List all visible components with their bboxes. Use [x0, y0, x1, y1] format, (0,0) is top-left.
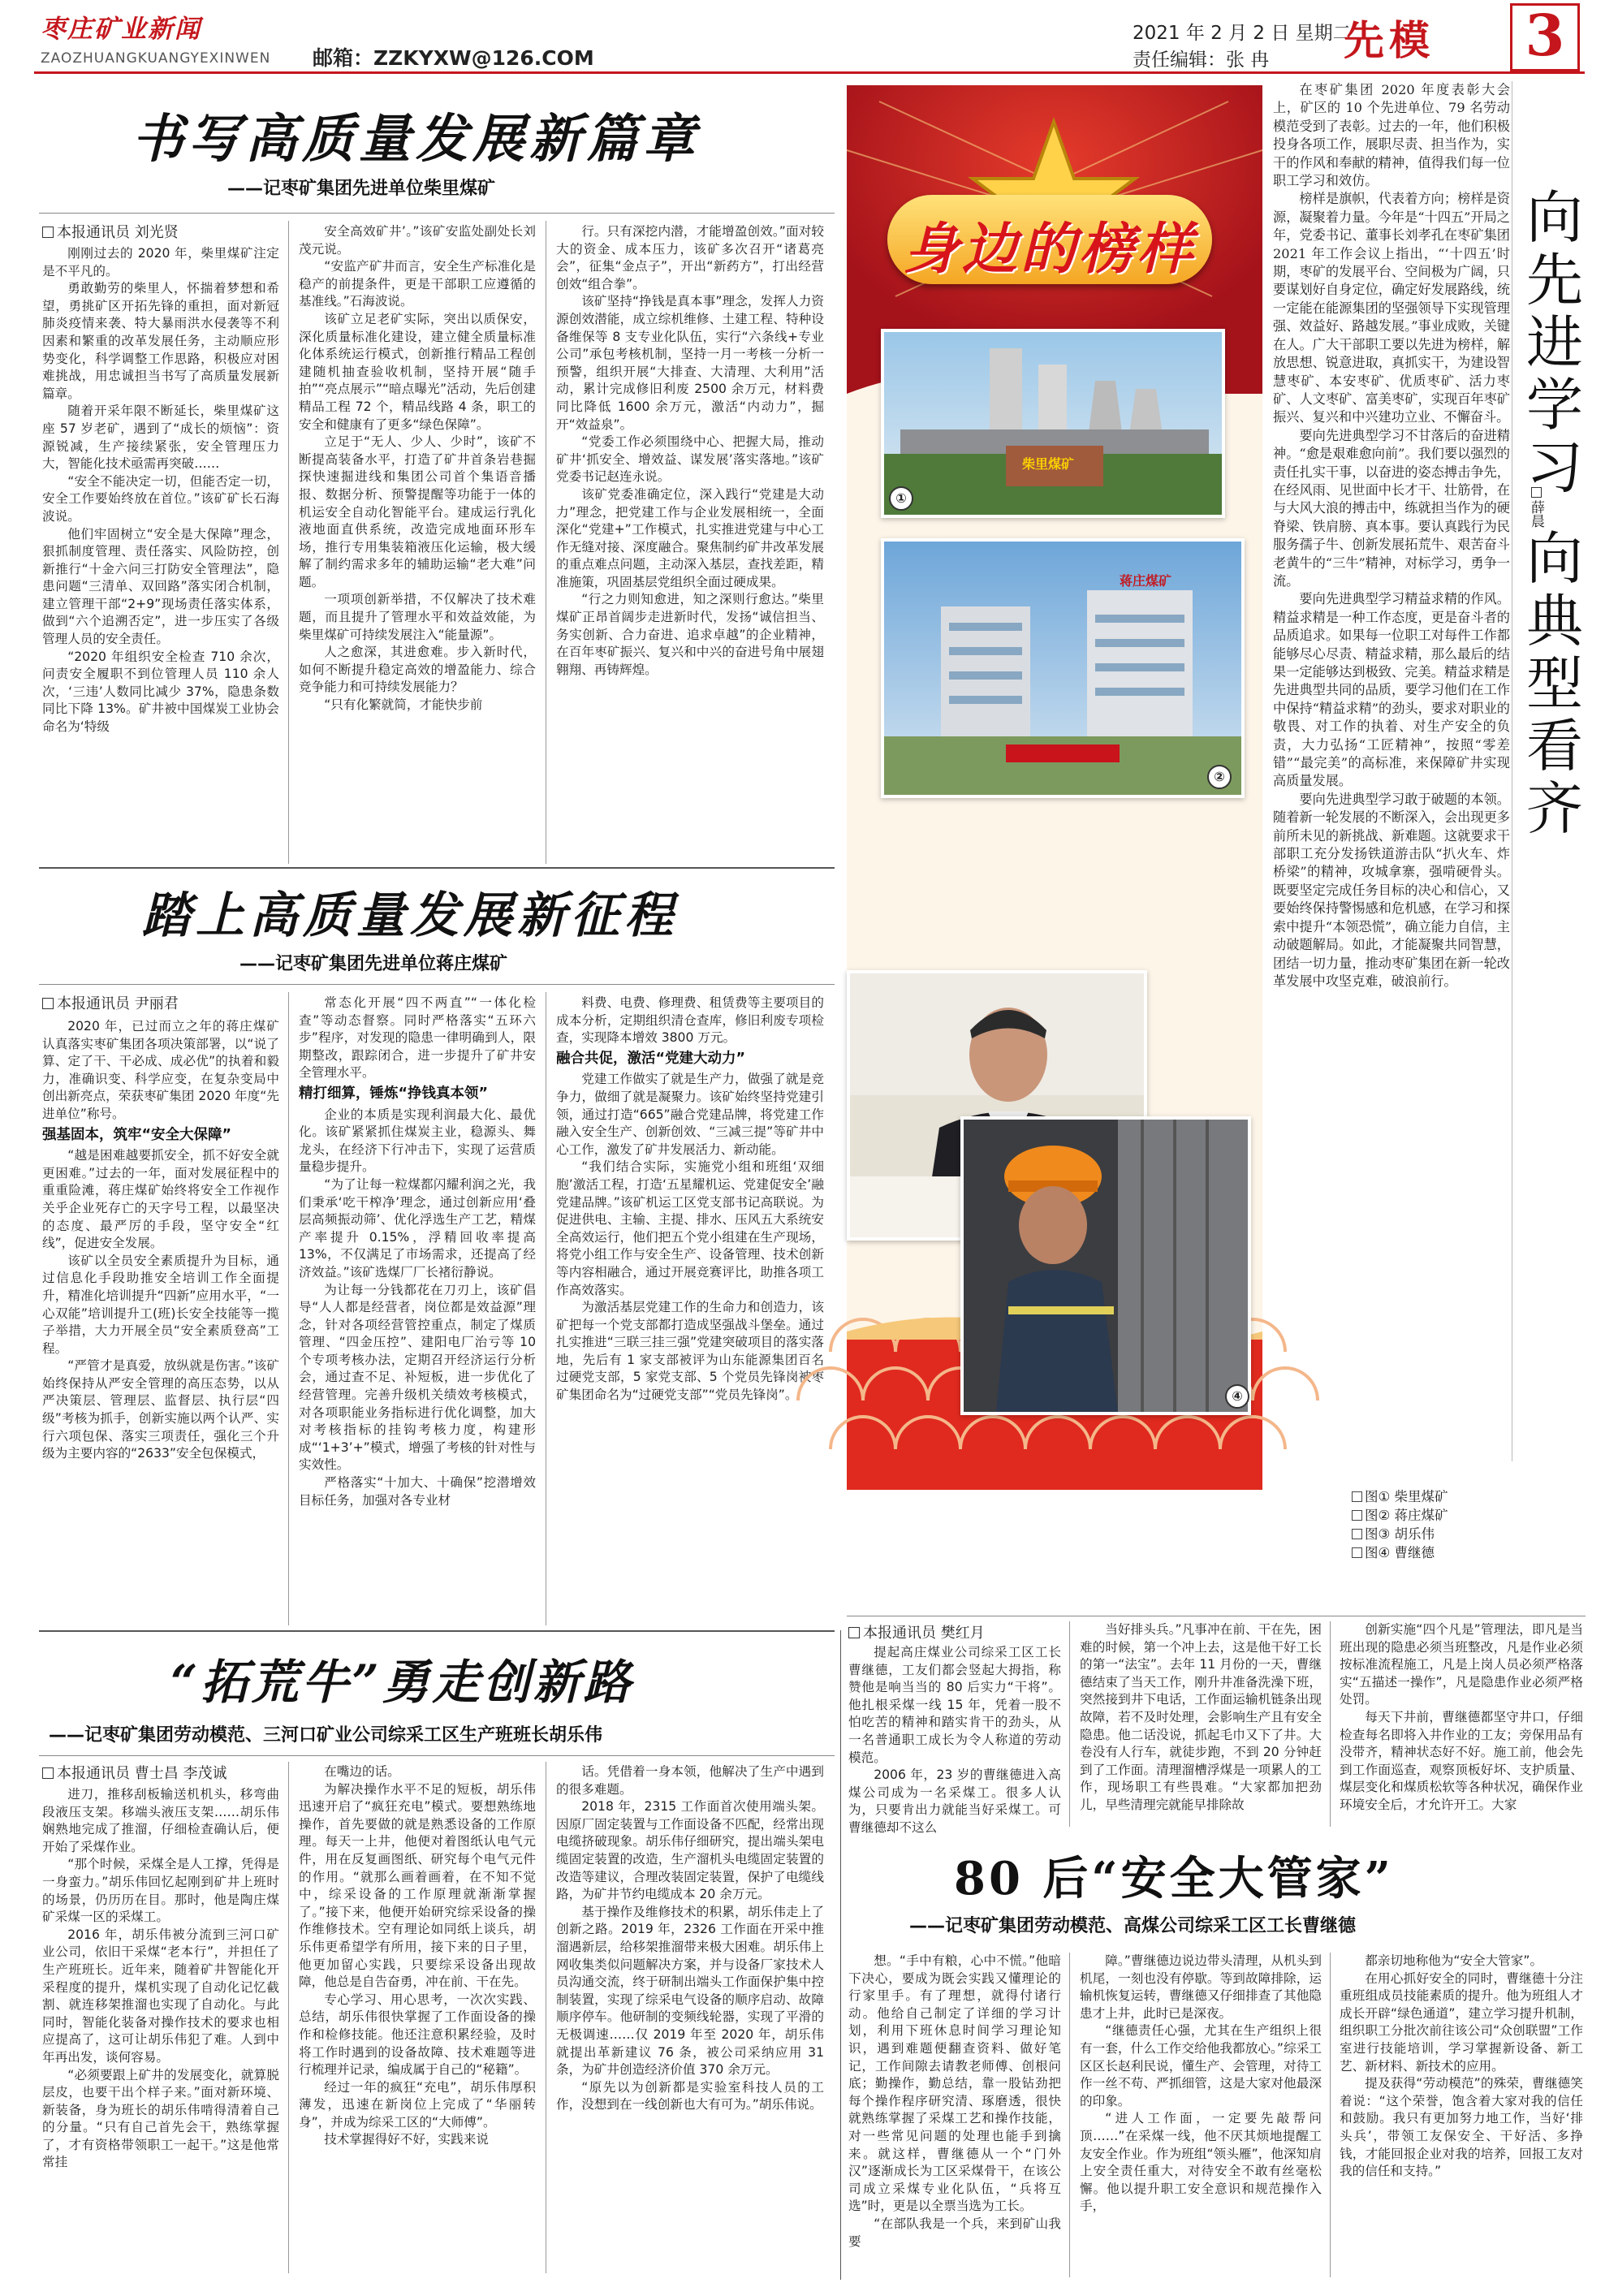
paragraph: “为了让每一粒煤都闪耀利润之光，我们秉承‘吃干榨净’理念，通过创新应用‘叠层高频振动筛’、优化浮选生产工艺，精煤产率提升 0.15%，浮精回收率提高 13%，不仅满足了市场需求，还提高了经济效益。”该矿选煤厂厂长褚衍静说。 — [299, 1176, 536, 1280]
paragraph: 基于操作及维修技术的积累，胡乐伟走上了创新之路。2019 年，2326 工作面在开采中推溜遇新层，给移架推溜带来极大困难。胡乐伟上网收集类似问题解决方案，并与设备厂家技术人员沟通交流，终于研制出端头工作面保护集中控制装置，实现了综采电气设备的顺序启动、故障顺序停车。他研制的变频线轮器，实现了平滑的无极调速……仅 2019 年至 2020 年，胡乐伟就提出革新建议 76 条，被公司采纳应用 31 条，为矿井创造经济价值 370 余万元。 — [556, 1904, 824, 2078]
caption-marker — [1352, 1510, 1362, 1521]
editorial-author — [1526, 487, 1547, 528]
paragraph: 严格落实“十加大、十确保”挖潜增效目标任务，加强对各专业材 — [299, 1475, 536, 1508]
article4-byline — [848, 1621, 985, 1642]
caption-item — [1352, 1506, 1473, 1525]
paragraph: 在嘴边的话。 — [324, 1764, 400, 1779]
article4-column-4 — [848, 1953, 1061, 2277]
article4-column-6 — [1340, 1953, 1583, 2277]
paragraph: 每天下井前，曹继德都坚守井口，仔细检查每名即将入井作业的工友；旁保用品有没带齐，精神状态好不好。施工前，他会先到工作面巡查，观察顶板好坏、支护质量、煤层变化和煤质松软等各种状况，确保作业环境安全后，才允许开工。大家 — [1340, 1709, 1583, 1812]
paragraph: 2018 年，2315 工作面首次使用端头架。因原厂固定装置与工作面设备不匹配，经常出现电缆挤破现象。胡乐伟仔细研究，提出端头架电缆固定装置的改造，生产溜机头电缆固定装置的改造等建议，合理改装固定装置，保护了电缆线路，为矿井节约电缆成本 20 余万元。 — [556, 1799, 824, 1902]
article3-subhead: ——记枣矿集团劳动模范、三河口矿业公司综采工区生产班班长胡乐伟 — [49, 1725, 603, 1746]
editorial-author-name: 薛晨 — [1528, 500, 1544, 528]
article1-column-1 — [42, 245, 279, 864]
photo-spread-panel — [847, 85, 1262, 1490]
column-divider — [288, 1762, 289, 2273]
article1-byline — [42, 221, 179, 242]
newspaper-pinyin: ZAOZHUANGKUANGYEXINWEN — [41, 50, 271, 67]
byline-marker — [42, 1767, 54, 1779]
article2-column-2 — [299, 995, 536, 1625]
author-marker — [1531, 487, 1542, 498]
paragraph: 党建工作做实了就是生产力，做强了就是竞争力，做细了就是凝聚力。该矿始终坚持党建引领，通过打造“665”融合党建品牌，将党建工作融入安全生产、创新创效、“三减三提”等矿井中心工作，激发了矿井发展活力、新动能。 — [556, 1072, 824, 1157]
editorial-paragraph: 榜样是旗帜，代表着方向；榜样是资源，凝聚着力量。今年是“十四五”开局之年，党委书记、董事长刘孝孔在枣矿集团 2021 年工作会议上指出，“‘十四五’时期，枣矿的发展平台、空间极为广阔，只要谋划好自身定位，确定好发展路线，统一定能在能源集团的坚强领导下实现管理强、效益好、路越发展。”事业成败，关键在人。广大干部职工要以先进为榜样，解放思想、锐意进取，真抓实干，为建设智慧枣矿、本安枣矿、优质枣矿、活力枣矿、人文枣矿、富美枣矿，实现百年枣矿振兴、复兴和中兴建功立业、不懈奋斗。 — [1273, 191, 1510, 425]
paragraph: 随着开采年限不断延长，柴里煤矿这座 57 岁老矿，遇到了“成长的烦恼”：资源锐减，生产接续紧张，安全管理压力大，智能化技术亟需再突破…… — [42, 404, 279, 472]
responsible-editor: 责任编辑：张 冉 — [1133, 50, 1270, 71]
paragraph: 2016 年，胡乐伟被分流到三河口矿业公司，依旧干采煤“老本行”，并担任了生产班班长。近年来，随着矿井智能化开采程度的提升，煤机实现了自动化记忆截割、就连移架推溜也实现了自动化。与此同时，智能化装备对操作技术的要求也相应提高了，这可让胡乐伟犯了难。人到中年再出发，谈何容易。 — [42, 1927, 279, 2065]
paragraph: 进刀，推移刮板输送机机头，移弯曲段液压支架。移端头液压支架……胡乐伟娴熟地完成了推溜，仔细检查确认后，便开始了采煤作业。 — [42, 1787, 279, 1854]
title-character: 向 — [1526, 525, 1583, 592]
paragraph: 该矿党委准确定位，深入践行“党建是大动力”理念，把党建工作与企业发展相统一，全面深化“党建+”工作模式，扎实推进党建与中心工作无缝对接、深度融合。聚焦制约矿井改革发展的重点难点问题，主动深入基层，查找差距，精准施策，巩固基层党组织全面过硬成果。 — [556, 486, 824, 589]
article1-byline-text: 本报通讯员 刘光贤 — [57, 224, 179, 241]
paragraph: “2020 年组织安全检查 710 余次，问责安全履职不到位管理人员 110 余人次，‘三违’人数同比减少 37%，隐患条数同比下降 13%。矿井被中国煤炭工业协会命名为‘特级 — [42, 649, 279, 735]
caption-label: 图① — [1365, 1489, 1391, 1504]
title-character: 齐 — [1526, 775, 1583, 842]
caption-item — [1352, 1487, 1473, 1506]
caption-label: 图③ — [1365, 1526, 1391, 1542]
article2-headline: 踏上高质量发展新征程 — [142, 887, 678, 944]
paragraph: “安全不能决定一切，但能否定一切，安全工作要始终放在首位。”该矿矿长石海波说。 — [42, 473, 279, 524]
article1-subhead: ——记枣矿集团先进单位柴里煤矿 — [227, 179, 496, 199]
paragraph: 为解决操作水平不足的短板，胡乐伟迅速开启了“疯狂充电”模式。要想熟练地操作，首先要做的就是熟悉设备的工作原理。每天一上井，他便对着图纸认电气元件，用在反复画图纸、研究每个电气元件的作用。“就那么画着画着，在不知不觉中，综采设备的工作原理就渐渐掌握了。”接下来，他便开始研究综采设备的操作维修技术。空有理论如同纸上谈兵，胡乐伟更希望学有所用，接下来的日子里，他更加留心实践，只要综采设备出现故障，他总是自告奋勇，冲在前、干在先。 — [299, 1781, 536, 1990]
article2-column-1 — [42, 1018, 279, 1625]
caption-label: 图② — [1365, 1508, 1391, 1523]
article3-byline-text: 本报通讯员 曹士昌 李茂诚 — [57, 1765, 227, 1782]
newspaper-name: 枣庄矿业新闻 — [41, 15, 201, 44]
article3-column-1 — [42, 1786, 279, 2273]
photo2-sign: 蒋庄煤矿 — [1120, 573, 1172, 589]
title-character: 看 — [1526, 713, 1583, 779]
article2-column-3 — [556, 995, 824, 1625]
column-divider — [1330, 1953, 1331, 2277]
paragraph: “严管才是真爱，放纵就是伤害。”该矿始终保持从严安全管理的高压态势，以从严决策层、管理层、监督层、执行层“四级”考核为抓手，创新实施以两个认严、实行六项包保、落实三项责任，强化三个升级为主要内容的“2633”安全包保模式， — [42, 1358, 279, 1461]
photo-jiangzhuang-image — [884, 542, 1241, 795]
paragraph: 该矿立足老矿实际，突出以质保安，深化质量标准化建设，建立健全质量标准化体系统运行模式，创新推行精品工程创建随机抽查验收机制，坚持开展“随手拍”“亮点展示”“暗点曝光”活动，先后创建精品工程 72 个，精品线路 4 条，职工的安全和健康有了更多“绿色保障”。 — [299, 311, 536, 432]
article4-headline: 80 后“安全大管家” — [954, 1852, 1394, 1905]
paragraph: 经过一年的疯狂“充电”，胡乐伟厚积薄发，迅速在新岗位上完成了“华丽转身”，并成为综采工区的“大师傅”。 — [299, 2079, 536, 2130]
newspaper-email: 邮箱：ZZKYXW@126.COM — [313, 46, 594, 70]
photo-number: ① — [889, 486, 913, 511]
photo-cao-jide-image — [964, 1120, 1248, 1412]
article4-column-1 — [848, 1644, 1061, 1835]
caption-text: 曹继德 — [1394, 1545, 1435, 1560]
paragraph: “原先以为创新都是实验室科技人员的工作，没想到在一线创新也大有可为。”胡乐伟说。 — [556, 2079, 824, 2113]
section-rule — [39, 867, 835, 869]
paragraph: 技术掌握得好不好，实践来说 — [324, 2132, 489, 2147]
photo-captions — [1352, 1487, 1473, 1562]
article3-column-3 — [556, 1763, 824, 2273]
subsection-heading: 精打细算，锤炼“挣钱真本领” — [299, 1085, 489, 1102]
caption-item — [1352, 1543, 1473, 1562]
paragraph: 行。只有深挖内潜，才能增盈创效。”面对较大的资金、成本压力，该矿多次召开“诸葛亮会”，征集“金点子”，开出“新药方”，打出经营创效“组合拳”。 — [556, 224, 824, 291]
paragraph: 2006 年，23 岁的曹继德进入高煤公司成为一名采煤工。很多人认为，只要肯出力就能当好采煤工。可曹继德却不这么 — [848, 1767, 1061, 1835]
article4-subhead: ——记枣矿集团劳动模范、高煤公司综采工区工长曹继德 — [909, 1916, 1357, 1936]
article4-column-5 — [1080, 1953, 1322, 2277]
paragraph: “行之力则知愈进，知之深则行愈达。”柴里煤矿正昂首阔步走进新时代，发扬“诚信担当、务实创新、合力奋进、追求卓越”的企业精神，在百年枣矿振兴、复兴和中兴的奋进号角中展翅翱翔、再铸辉煌。 — [556, 592, 824, 677]
caption-marker — [1352, 1547, 1362, 1558]
paragraph: 他们牢固树立“安全是大保障”理念，狠抓制度管理、责任落实、风险防控，创新推行“十金六问三打防安全管理法”，隐患问题“三清单、双回路”落实闭合机制，建立管理干部“2+9”现场责任落实体系，做到“六个追溯否定”，进一步压实了各级管理人员的安全责任。 — [42, 526, 279, 647]
title-character: 典 — [1526, 588, 1583, 654]
title-character: 型 — [1526, 650, 1583, 717]
caption-text: 胡乐伟 — [1394, 1526, 1435, 1542]
paragraph: “党委工作必须围绕中心、把握大局，推动矿井‘抓安全、增效益、谋发展’落实落地。”该矿党委书记赵连永说。 — [556, 434, 824, 485]
article1-column-3 — [556, 223, 824, 864]
masthead-rule — [34, 71, 1585, 74]
paragraph: 勇敢勤劳的柴里人，怀揣着梦想和希望，勇挑矿区开拓先锋的重担，面对新冠肺炎疫情来袭、特大暴雨洪水侵袭等不利因素和繁重的改革发展任务，主动顺应形势变化，科学调整工作思路，积极应对困难挑战，用忠诚担当书写了高质量发展新篇章。 — [42, 281, 279, 401]
paragraph: “那个时候，采煤全是人工撑，凭得是一身蛮力。”胡乐伟回忆起刚到矿井上班时的场景，仍历历在目。那时，他是陶庄煤矿采煤一区的采煤工。 — [42, 1857, 279, 1925]
column-divider — [1069, 1621, 1070, 1827]
article1-headline: 书写高质量发展新篇章 — [132, 109, 700, 170]
subsection-heading: 强基固本，筑牢“安全大保障” — [42, 1126, 232, 1143]
title-character: 先 — [1526, 247, 1583, 313]
caption-item — [1352, 1525, 1473, 1543]
subsection-heading: 融合共促，激活“党建大动力” — [556, 1050, 746, 1067]
caption-text: 蒋庄煤矿 — [1394, 1508, 1448, 1523]
paragraph: 2020 年，已过而立之年的蒋庄煤矿认真落实枣矿集团各项决策部署，以“说了算、定了干、干必成、成必优”的执着和毅力，准确识变、科学应变，在复杂变局中创出新亮点，荣获枣矿集团 2020 年度“先进单位”称号。 — [42, 1019, 279, 1121]
article3-byline — [42, 1762, 227, 1783]
editorial-title-part1 — [1518, 184, 1591, 501]
paragraph: 企业的本质是实现利润最大化、最优化。该矿紧紧抓住煤炭主业，稳源头、舞龙头，在经济下行冲击下，实现了运营质量稳步提升。 — [299, 1107, 536, 1175]
editorial-paragraph: 要向先进典型学习不甘落后的奋进精神。“愈是艰难愈向前”。我们要以强烈的责任扎实干事，以奋进的姿态搏击争先，在经风雨、见世面中长才干、壮筋骨，在与大风大浪的搏击中，练就担当作为的硬脊梁、铁肩膀、真本事。要认真践行为民服务孺子牛、创新发展拓荒牛、艰苦奋斗老黄牛的“三牛”精神，对标学习，勇争一流。 — [1273, 427, 1510, 589]
article4-byline-text: 本报通讯员 樊红月 — [863, 1625, 985, 1642]
caption-text: 柴里煤矿 — [1394, 1489, 1448, 1504]
title-character: 习 — [1526, 434, 1583, 501]
page-number: 3 — [1525, 2, 1565, 69]
editorial-paragraph: 要向先进典型学习敢于破题的本领。随着新一轮发展的不断深入，会出现更多前所未见的新挑战、新难题。这就要求干部职工充分发扬铁道游击队“扒火车、炸桥梁”的精神，攻城拿寨，强啃硬骨头。既要坚定完成任务目标的决心和信心，又要始终保持警惕感和危机感，在学习和探索中提升“本领恐慌”，确立能力自信，主动破题解局。如此，才能凝聚共同智慧，团结一切力量，推动枣矿集团在新一轮改革发展中攻坚克难，破浪前行。 — [1273, 791, 1510, 989]
photo1-sign: 柴里煤矿 — [1022, 456, 1075, 472]
article3-headline: “拓荒牛”勇走创新路 — [170, 1655, 634, 1710]
photo-number: ② — [1207, 765, 1232, 789]
paragraph: 该矿坚持“挣钱是真本事”理念，发挥人力资源创效潜能，成立综机维修、土建工程、特种设备维保等 8 支专业化队伍，实行“六条线+专业公司”承包考核机制，坚持一月一考核一分析一预警，组织开展“大排查、大清理、大利用”活动，累计完成修旧利废 2500 余万元，材料费同比降低 1600 余万元，激活“内动力”，掘开“效益泉”。 — [556, 294, 824, 432]
title-character: 学 — [1526, 372, 1583, 438]
column-divider — [288, 992, 289, 1625]
paragraph: “安监产矿井而言，安全生产标准化是稳产的前提条件，更是干部职工应遵循的基准线。”石海波说。 — [299, 259, 536, 309]
article4-column-2 — [1080, 1621, 1322, 1827]
editorial-title-part2 — [1518, 525, 1591, 842]
section-rule — [39, 1630, 835, 1632]
section-name: 先模 — [1344, 16, 1435, 64]
byline-marker — [42, 998, 54, 1009]
issue-date: 2021 年 2 月 2 日 星期二 — [1133, 23, 1352, 44]
title-character: 向 — [1526, 184, 1583, 251]
paragraph: 料费、电费、修理费、租赁费等主要项目的成本分析，定期组织清仓查库，修旧利废专项检查，实现降本增效 3800 万元。 — [556, 995, 824, 1046]
paragraph: 障。”曹继德边说边带头清理，从机头到机尾，一刻也没有停歇。等到故障排除，运输机恢复运转，曹继德又仔细排查了其他隐患才上井，此时已是深夜。 — [1080, 1953, 1322, 2021]
article3-column-2 — [299, 1763, 536, 2273]
photo-chaili-coal-mine — [881, 329, 1225, 518]
paragraph: 常态化开展“四不两直”“一体化检查”等动态督察。同时严格落实“五环六步”程序，对发现的隐患一律明确到人，限期整改，跟踪闭合，进一步提升了矿井安全管理水平。 — [299, 995, 536, 1081]
editorial-body — [1273, 81, 1510, 1461]
article4-column-3 — [1340, 1621, 1583, 1827]
byline-marker — [42, 227, 54, 238]
article2-byline-text: 本报通讯员 尹丽君 — [57, 995, 179, 1012]
paragraph: 立足于“无人、少人、少时”，该矿不断提高装备水平，打造了矿井首条岩巷掘探快速掘进线和集团公司首个集语音播报、数据分析、预警提醒等功能于一体的机运安全自动化智能平台。建成运行乳化液地面直供系统，改造完成地面环形车场，推行专用集装箱液压化运输，极大缓解了制约需求多年的辅助运输“老大难”问题。 — [299, 434, 536, 589]
paragraph: 都亲切地称他为“安全大管家”。 — [1365, 1953, 1543, 1968]
caption-label: 图④ — [1365, 1545, 1391, 1560]
paragraph: “在部队我是一个兵，来到矿山我要 — [848, 2216, 1061, 2249]
paragraph: “继德责任心强，尤其在生产组织上很有一套，什么工作交给他我都放心。”综采工区区长赵利民说，懂生产、会管理，对待工作一丝不苟、严抓细管，这是大家对他最深的印象。 — [1080, 2023, 1322, 2108]
column-divider — [1330, 1621, 1331, 1827]
editorial-paragraph: 在枣矿集团 2020 年度表彰大会上，矿区的 10 个先进单位、79 名劳动模范受到了表彰。过去的一年，他们积极投身各项工作，展职尽责、担当作为，实干的作风和奉献的精神，值得我们每一位职工学习和效仿。 — [1273, 82, 1510, 189]
article2-rule — [39, 984, 835, 985]
byline-marker — [848, 1627, 860, 1638]
paragraph: 当好排头兵。”凡事冲在前、干在先，困难的时候，第一个冲上去，这是他干好工长的第一“法宝”。去年 11 月份的一天，曹继德结束了当天工作，刚升井准备洗澡下班，突然接到井下电话，工作面运输机链条出现故障，若不及时处理，会影响生产且有安全隐患。他二话没说，抓起毛巾又下了井。大卷没有人行车，就徒步跑，不到 20 分钟赶到了工作面。清理溜槽浮煤是一项累人的工作，现场职工有些畏难。“大家都加把劲儿，早些清理完就能早排除故 — [1080, 1622, 1322, 1812]
article2-byline — [42, 992, 179, 1013]
paragraph: 在用心抓好安全的同时，曹继德十分注重班组成员技能素质的提升。他为班组人才成长开辟“绿色通道”，建立学习提升机制，组织职工分批次前往该公司“众创联盟”工作室进行技能培训，学习掌握新设备、新工艺、新材料、新技术的应用。 — [1340, 1970, 1583, 2074]
article1-rule — [39, 213, 835, 214]
paragraph: 该矿以全员安全素质提升为目标，通过信息化手段助推安全培训工作全面提升，精准化培训提升“四新”应用水平，“一心双能”培训提升工(班)长安全技能等一揽子举措，大力开展全员“安全素质登高”工程。 — [42, 1253, 279, 1356]
banner-title: 身边的榜样 — [903, 217, 1196, 282]
article1-column-2 — [299, 223, 536, 864]
photo-chaili-image — [884, 332, 1222, 515]
paragraph: “必须要跟上矿井的发展变化，就算脱层皮，也要干出个样子来。”面对新环境、新装备，身为班长的胡乐伟啃得清着自己的分量。“只有自己首先会干，熟练掌握了，才有资格带领职工一起干。”这是他常常挂 — [42, 2067, 279, 2170]
photo-number: ④ — [1225, 1384, 1249, 1409]
article3-rule — [39, 1755, 835, 1756]
paragraph: 为让每一分钱都花在刀刃上，该矿倡导“人人都是经营者，岗位都是效益源”理念，针对各项经营管控重点，制定了煤质管理、“四金压控”、建阳电厂治亏等 10 个专项考核办法，定期召开经济运行分析会，通过查不足、补短板，进一步优化了经营管理。完善升级机关绩效考核模式，对各项职能业务指标进行优化调整，加大对考核指标的挂钩考核力度，构建形成“‘1+3’+”模式，增强了考核的针对性与实效性。 — [299, 1282, 536, 1473]
paragraph: “只有化繁就简，才能快步前 — [324, 697, 483, 713]
paragraph: “我们结合实际，实施党小组和班组‘双细胞’激活工程，打造‘五星耀机运、党建促安全’融党建品牌。”该矿机运工区党支部书记高联说。为促进供电、主输、主提、排水、压风五大系统安全高效运行，他们把五个党小组建在生产现场，将党小组工作与安全生产、设备管理、技术创新等内容相融合，通过开展竞赛评比，助推各项工作高效落实。 — [556, 1159, 824, 1297]
paragraph: 安全高效矿井’。”该矿安监处副处长刘茂元说。 — [299, 224, 536, 257]
column-divider — [288, 221, 289, 864]
editorial-paragraph: 要向先进典型学习精益求精的作风。精益求精是一种工作态度，更是奋斗者的品质追求。如果每一位职工对每件工作都能够尽心尽责、精益求精，那么最后的结果一定能够达到极致、完美。精益求精是先进典型共同的品质，要学习他们在工作中保持“精益求精”的劲头，要求对职业的敬畏、对工作的执着、对生产安全的负责，大力弘扬“工匠精神”，按照“零差错”“最完美”的高标准，来保障矿井实现高质量发展。 — [1273, 591, 1510, 789]
paragraph: “进人工作面，一定要先敲帮问顶……”在采煤一线，他不厌其烦地提醒工友安全作业。作为班组“领头雁”，他深知肩上安全责任重大，对待安全不敢有丝毫松懈。他以提升职工安全意识和规范操作入手， — [1080, 2111, 1322, 2214]
paragraph: 创新实施“四个凡是”管理法，即凡是当班出现的隐患必须当班整改，凡是作业必须按标准流程施工，凡是上岗人员必须严格落实“五描述一操作”，凡是隐患作业必须严格处罚。 — [1340, 1622, 1583, 1707]
paragraph: 刚刚过去的 2020 年，柴里煤矿注定是不平凡的。 — [42, 246, 279, 278]
article2-subhead: ——记枣矿集团先进单位蒋庄煤矿 — [239, 954, 508, 974]
paragraph: 专心学习、用心思考，一次次实践、总结，胡乐伟很快掌握了工作面设备的操作和检修技能。他还注意积累经验，及时将工作时遇到的设备故障、技术难题等进行梳理并记录，编成属于自己的“秘籍”。 — [299, 1992, 536, 2078]
paragraph: 提及获得“劳动模范”的殊荣，曹继德笑着说：“这个荣誉，饱含着大家对我的信任和鼓励。我只有更加努力地工作，当好‘排头兵’，带领工友保安全、干好活、多挣钱，才能回报企业对我的培养，回报工友对我的信任和支持。” — [1340, 2076, 1583, 2179]
paragraph: 话。凭借着一身本领，他解决了生产中遇到的很多难题。 — [556, 1764, 824, 1797]
paragraph: 想。“手中有粮，心中不慌。”他暗下决心，要成为既会实践又懂理论的行家里手。有了理想，就得付诸行动。他给自己制定了详细的学习计划，利用下班休息时间学习理论知识，遇到难题便翻查资料、做好笔记，工作间隙去请教老师傅、创根问底；勤操作，勤总结，靠一股钻劲把每个操作程序研究清、琢磨透，很快就熟练掌握了采煤工艺和操作技能，对一些常见问题的处理也能手到擒来。就这样，曹继德从一个“门外汉”逐渐成长为工区采煤骨干，在该公司成立采煤专业化队伍，“兵将互选”时，更是以全票当选为工长。 — [848, 1953, 1061, 2214]
caption-marker — [1352, 1491, 1362, 1502]
paragraph: 提起高庄煤业公司综采工区工长曹继德，工友们都会竖起大拇指，称赞他是响当当的 80 后实力“干将”。他扎根采煤一线 15 年，凭着一股不怕吃苦的精神和踏实肯干的劲头，从一名普通职工成长为令人称道的劳动模范。 — [848, 1645, 1061, 1765]
column-divider — [1069, 1953, 1070, 2277]
paragraph: 人之愈深，其进愈难。步入新时代，如何不断提升稳定高效的增盈能力、综合竞争能力和可持续发展能力？ — [299, 645, 536, 695]
caption-marker — [1352, 1529, 1362, 1539]
paragraph: 一项项创新举措，不仅解决了技术难题，而且提升了管理水平和效益效能，为柴里煤矿可持续发展注入“能量源”。 — [299, 592, 536, 642]
block-divider — [840, 1630, 841, 2280]
paragraph: “越是困难越要抓安全，抓不好安全就更困难。”过去的一年，面对发展征程中的重重险滩，蒋庄煤矿始终将安全工作视作关乎企业死存亡的天字号工程，以最坚决的态度、最严厉的手段，坚守安全“红线”，促进安全发展。 — [42, 1148, 279, 1251]
paragraph: 为激活基层党建工作的生命力和创造力，该矿把每一个党支部都打造成坚强战斗堡垒。通过扎实推进“三联三挂三强”党建突破项目的落实落地，先后有 1 家支部被评为山东能源集团百名过硬党支部，5 家党支部、5 个党员先锋岗被枣矿集团命名为“过硬党支部”“党员先锋岗”。 — [556, 1300, 824, 1403]
title-character: 进 — [1526, 309, 1583, 376]
photo-jiangzhuang-coal-mine — [881, 538, 1245, 798]
photo-cao-jide — [960, 1116, 1251, 1415]
